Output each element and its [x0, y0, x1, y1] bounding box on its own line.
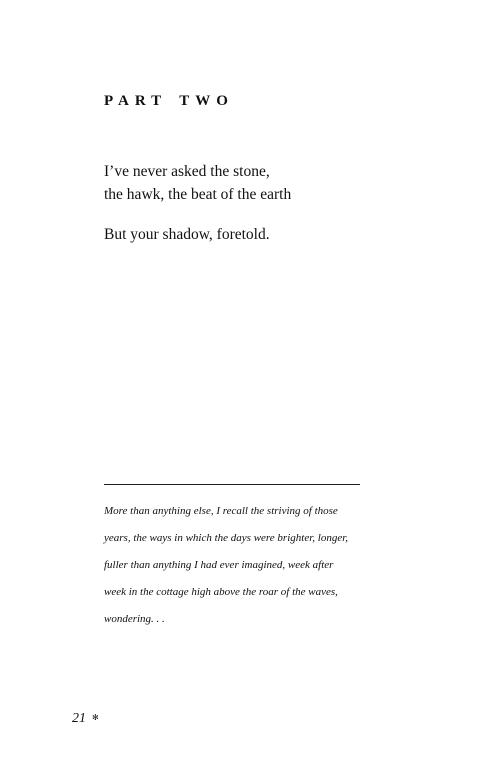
footnote-line: More than anything else, I recall the striving of those	[104, 505, 338, 517]
part-heading-word-1: PART	[104, 93, 168, 109]
footnote-line: years, the ways in which the days were brighter, longer,	[104, 532, 349, 544]
folio-ornament-icon: ✻	[92, 713, 99, 722]
footnote-block	[104, 498, 404, 633]
page-number: 21	[72, 711, 86, 726]
poem-stanza-2	[104, 223, 291, 246]
poem-stanza-1	[104, 160, 291, 206]
footnote-line: wondering. . .	[104, 613, 165, 625]
part-heading	[104, 93, 234, 110]
footnote-divider	[104, 484, 360, 485]
part-heading-word-2: TWO	[179, 93, 234, 109]
footnote-line: week in the cottage high above the roar of the waves,	[104, 586, 338, 598]
footnote-line: fuller than anything I had ever imagined, week after	[104, 559, 334, 571]
poem-line: But your shadow, foretold.	[104, 226, 270, 243]
poem	[104, 160, 291, 263]
poem-line: I’ve never asked the stone,	[104, 163, 270, 180]
poem-line: the hawk, the beat of the earth	[104, 186, 292, 203]
page-folio	[72, 711, 99, 727]
